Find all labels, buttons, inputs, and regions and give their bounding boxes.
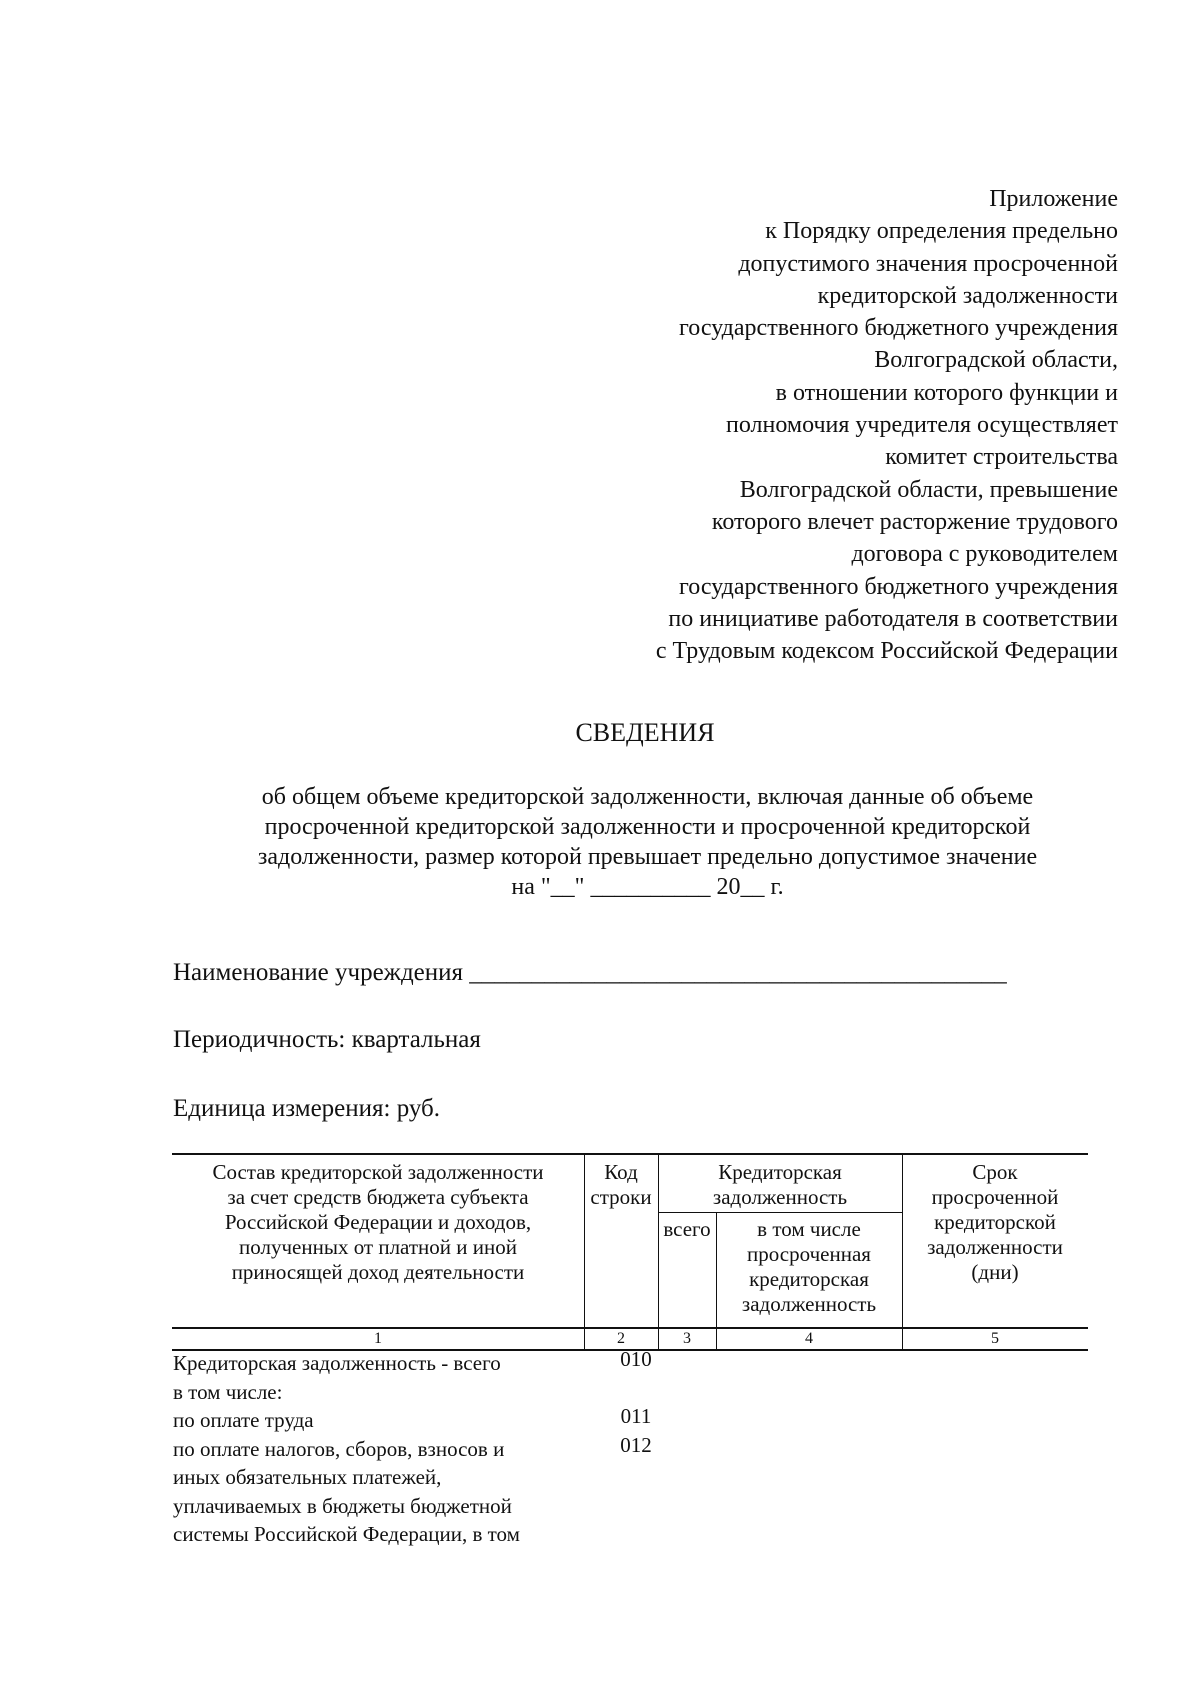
document-subtitle <box>175 782 1120 902</box>
row-description <box>173 1378 593 1407</box>
column-number-4: 4 <box>805 1330 813 1347</box>
header-line: Код <box>604 1160 638 1184</box>
appendix-line: которого влечет расторжение трудового <box>711 508 1118 535</box>
appendix-line: кредиторской задолженности <box>817 282 1118 309</box>
unit-field: Единица измерения: руб. <box>173 1095 441 1122</box>
appendix-line: государственного бюджетного учреждения <box>679 573 1118 600</box>
column-number-2: 2 <box>617 1330 625 1347</box>
row-description-line: системы Российской Федерации, в том <box>173 1522 520 1546</box>
row-code: 011 <box>620 1404 652 1428</box>
header-creditor-debt <box>658 1160 902 1210</box>
row-description-line: Кредиторская задолженность - всего <box>173 1351 501 1375</box>
header-line: строки <box>590 1185 652 1209</box>
header-line: (дни) <box>971 1260 1019 1284</box>
appendix-line: Приложение <box>989 186 1118 212</box>
appendix-line: комитет строительства <box>885 444 1118 471</box>
row-description-line: по оплате труда <box>173 1408 314 1432</box>
header-line-code <box>584 1160 658 1210</box>
row-description-line: иных обязательных платежей, <box>173 1465 442 1489</box>
subtitle-line: просроченной кредиторской задолженности и просроченной кредиторской <box>264 814 1031 840</box>
header-line: за счет средств бюджета субъекта <box>227 1185 529 1209</box>
institution-name-field: Наименование учреждения ___________________________________________ <box>173 959 1007 986</box>
header-line: кредиторской <box>934 1210 1056 1234</box>
row-description <box>173 1349 593 1378</box>
row-description-line: в том числе: <box>173 1379 283 1404</box>
header-line: полученных от платной и иной <box>239 1235 517 1259</box>
appendix-line: в отношении которого функции и <box>775 379 1118 406</box>
column-number-5: 5 <box>991 1330 999 1347</box>
header-line: кредиторская <box>749 1267 869 1291</box>
column-number-3: 3 <box>683 1330 691 1347</box>
appendix-line: с Трудовым кодексом Российской Федерации <box>655 638 1118 665</box>
row-code: 012 <box>620 1432 652 1457</box>
header-overdue <box>716 1217 902 1317</box>
periodicity-field: Периодичность: квартальная <box>173 1026 481 1053</box>
row-description <box>173 1406 593 1435</box>
header-line: всего <box>663 1217 711 1241</box>
appendix-line: Волгоградской области, <box>874 347 1118 374</box>
appendix-line: к Порядку определения предельно <box>765 218 1118 245</box>
row-description-line: по оплате налогов, сборов, взносов и <box>173 1436 505 1461</box>
header-total <box>658 1217 716 1242</box>
header-composition <box>172 1160 584 1285</box>
header-line: просроченной <box>931 1185 1059 1209</box>
header-line: задолженность <box>712 1185 848 1209</box>
header-line: Кредиторская <box>718 1160 842 1184</box>
table-subheader-rule <box>658 1212 902 1213</box>
document-title: СВЕДЕНИЯ <box>575 718 715 747</box>
subtitle-line: об общем объеме кредиторской задолженности, включая данные об объеме <box>261 784 1034 810</box>
header-line: Состав кредиторской задолженности <box>212 1160 544 1184</box>
header-line: задолженность <box>741 1292 877 1316</box>
table-top-rule <box>172 1153 1088 1155</box>
appendix-block <box>518 183 1118 667</box>
header-overdue-term <box>902 1160 1088 1285</box>
column-number-1: 1 <box>374 1330 382 1347</box>
appendix-line: государственного бюджетного учреждения <box>679 315 1118 342</box>
subtitle-line: задолженности, размер которой превышает предельно допустимое значение <box>257 844 1038 870</box>
appendix-line: по инициативе работодателя в соответствии <box>668 605 1118 632</box>
header-line: задолженности <box>927 1235 1063 1259</box>
appendix-line: Волгоградской области, превышение <box>739 476 1118 503</box>
header-line: Срок <box>972 1160 1018 1184</box>
row-description-line: уплачиваемых в бюджеты бюджетной <box>173 1493 512 1518</box>
header-line: приносящей доход деятельности <box>231 1260 525 1284</box>
header-line: просроченная <box>747 1242 871 1266</box>
row-description <box>173 1435 593 1549</box>
header-line: Российской Федерации и доходов, <box>224 1210 532 1234</box>
appendix-line: допустимого значения просроченной <box>738 250 1118 277</box>
appendix-line: полномочия учредителя осуществляет <box>725 412 1118 439</box>
subtitle-line: на "__" __________ 20__ г. <box>511 874 784 900</box>
row-code: 010 <box>620 1347 652 1371</box>
header-line: в том числе <box>757 1217 861 1241</box>
appendix-line: договора с руководителем <box>851 541 1118 568</box>
